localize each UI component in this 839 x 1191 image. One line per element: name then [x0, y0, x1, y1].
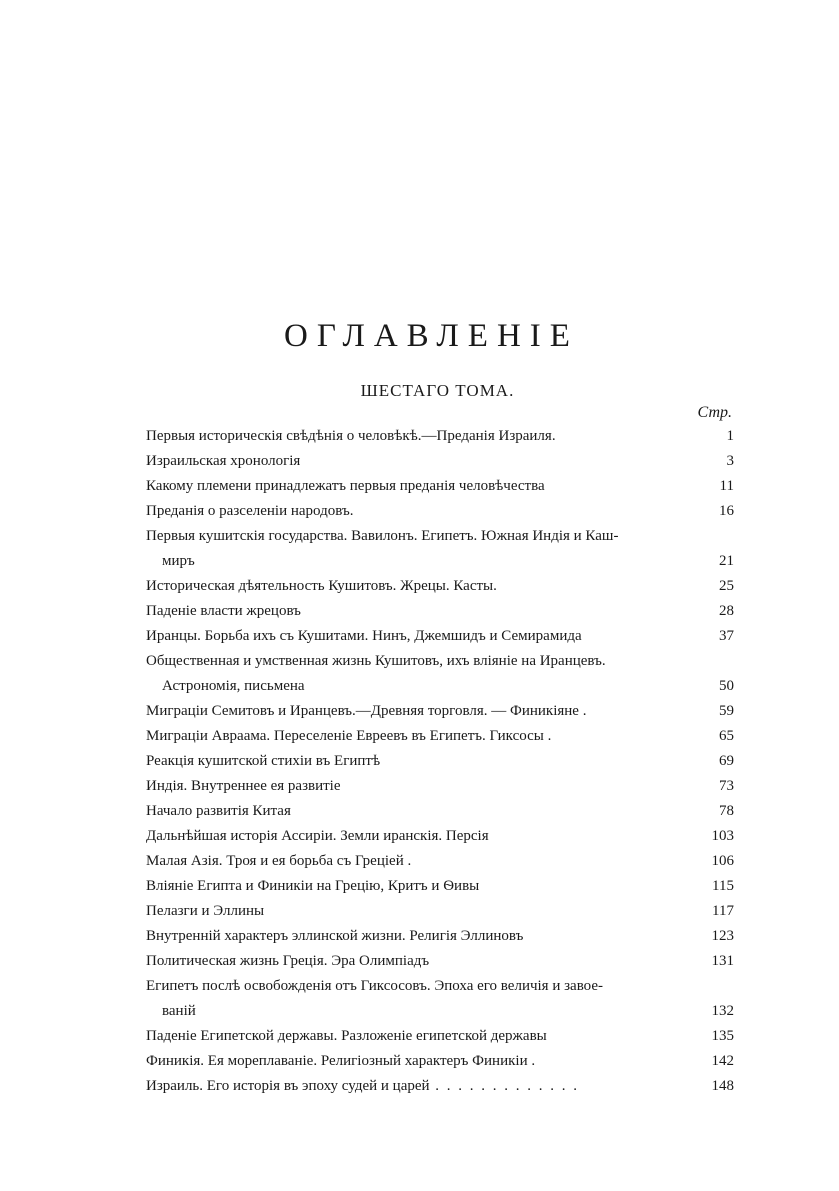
toc-entry	[146, 974, 736, 1024]
toc-entry	[146, 799, 736, 824]
toc-entry-title: Начало развитія Китая	[146, 803, 291, 819]
toc-entry-title: Дальнѣйшая исторія Ассиріи. Земли иранскія. Персія	[146, 828, 489, 844]
toc-entry	[146, 1024, 736, 1049]
toc-entry-title: Израильская хронологія	[146, 453, 301, 469]
toc-entry-page: 11	[719, 478, 734, 494]
toc-entry-title: Реакція кушитской стихіи въ Египтѣ	[146, 753, 381, 769]
toc-entry-page: 115	[712, 878, 734, 894]
toc-entry-page: 135	[711, 1028, 734, 1044]
toc-entry-page: 132	[711, 1003, 734, 1019]
toc-entry-title: Индія. Внутреннее ея развитіе	[146, 778, 341, 794]
toc-entry-title: Первыя кушитскія государства. Вавилонъ. Египетъ. Южная Индія и Каш-	[146, 528, 619, 544]
toc-entry-page: 123	[711, 928, 734, 944]
toc-entry-title: Финикія. Ея мореплаваніе. Религіозный характеръ Финикіи .	[146, 1053, 536, 1069]
toc-entry	[146, 649, 736, 699]
toc-entry-page: 131	[711, 953, 734, 969]
toc-entry	[146, 524, 736, 574]
toc-entry-page: 142	[711, 1053, 734, 1069]
toc-entry-page: 106	[711, 853, 734, 869]
toc-entry-page: 25	[719, 578, 734, 594]
toc-entry-page: 78	[719, 803, 734, 819]
toc-entry-title: Миграціи Семитовъ и Иранцевъ.—Древняя торговля. — Финикіяне .	[146, 703, 587, 719]
toc-entry	[146, 949, 736, 974]
toc-entry	[146, 1074, 736, 1099]
toc-entry-page: 59	[719, 703, 734, 719]
toc-entry	[146, 899, 736, 924]
toc-entry	[146, 749, 736, 774]
toc-entry	[146, 924, 736, 949]
toc-entry-page: 3	[726, 453, 734, 469]
toc-entry	[146, 599, 736, 624]
toc-entry-title: Паденіе власти жрецовъ	[146, 603, 301, 619]
toc-entry-page: 1	[726, 428, 734, 444]
toc-entry	[146, 849, 736, 874]
toc-entry-title: Египетъ послѣ освобожденія отъ Гиксосовъ. Эпоха его величія и завое-	[146, 978, 604, 994]
table-of-contents	[146, 424, 736, 1099]
toc-entry-title: Общественная и умственная жизнь Кушитовъ, ихъ вліяніе на Иранцевъ.	[146, 653, 606, 669]
page-subtitle: ШЕСТАГО ТОМА.	[360, 381, 515, 400]
toc-entry-title: Вліяніе Египта и Финикіи на Грецію, Критъ и Ѳивы	[146, 878, 480, 894]
toc-entry	[146, 574, 736, 599]
toc-entry	[146, 424, 736, 449]
toc-entry-title: Историческая дѣятельность Кушитовъ. Жрецы. Касты.	[146, 578, 497, 594]
toc-entry-title: Преданія о разселеніи народовъ.	[146, 503, 354, 519]
toc-entry-page: 73	[719, 778, 734, 794]
toc-entry-title-continued: ваній	[162, 1003, 196, 1019]
toc-entry	[146, 824, 736, 849]
toc-entry	[146, 724, 736, 749]
toc-entry-title: Иранцы. Борьба ихъ съ Кушитами. Нинъ, Джемшидъ и Семирамида	[146, 628, 582, 644]
toc-entry-page: 148	[711, 1078, 734, 1094]
toc-entry-page: 21	[719, 553, 734, 569]
toc-entry	[146, 1049, 736, 1074]
toc-entry-page: 103	[711, 828, 734, 844]
page-column-header: Стр.	[697, 404, 732, 421]
toc-entry	[146, 774, 736, 799]
toc-entry	[146, 449, 736, 474]
toc-entry-title: Политическая жизнь Греція. Эра Олимпіадъ	[146, 953, 430, 969]
toc-entry	[146, 699, 736, 724]
toc-entry-page: 28	[719, 603, 734, 619]
toc-entry-title: Внутренній характеръ эллинской жизни. Религія Эллиновъ	[146, 928, 524, 944]
toc-entry-title: Израиль. Его исторія въ эпоху судей и царей . . .	[146, 1074, 736, 1099]
toc-entry-page: 16	[719, 503, 734, 519]
toc-entry-title: Пелазги и Эллины	[146, 903, 265, 919]
toc-entry-title: Малая Азія. Троя и ея борьба съ Греціей .	[146, 853, 412, 869]
toc-entry-page: 37	[719, 628, 734, 644]
toc-entry	[146, 474, 736, 499]
toc-entry-page: 69	[719, 753, 734, 769]
toc-entry-title: Паденіе Египетской державы. Разложеніе египетской державы	[146, 1028, 547, 1044]
toc-entry	[146, 874, 736, 899]
page-title: ОГЛАВЛЕНІЕ	[284, 318, 579, 354]
toc-entry-page: 50	[719, 678, 734, 694]
toc-entry-title-continued: Астрономія, письмена	[162, 678, 305, 694]
toc-entry-title: Какому племени принадлежатъ первыя преданія человѣчества	[146, 478, 545, 494]
toc-entry-title: Первыя историческія свѣдѣнія о человѣкѣ.—Преданія Израиля.	[146, 428, 556, 444]
toc-entry-title: Миграціи Авраама. Переселеніе Евреевъ въ Египетъ. Гиксосы .	[146, 728, 552, 744]
toc-entry-page: 117	[712, 903, 734, 919]
toc-entry-page: 65	[719, 728, 734, 744]
toc-entry	[146, 624, 736, 649]
toc-entry-title-continued: миръ	[162, 553, 195, 569]
toc-entry	[146, 499, 736, 524]
